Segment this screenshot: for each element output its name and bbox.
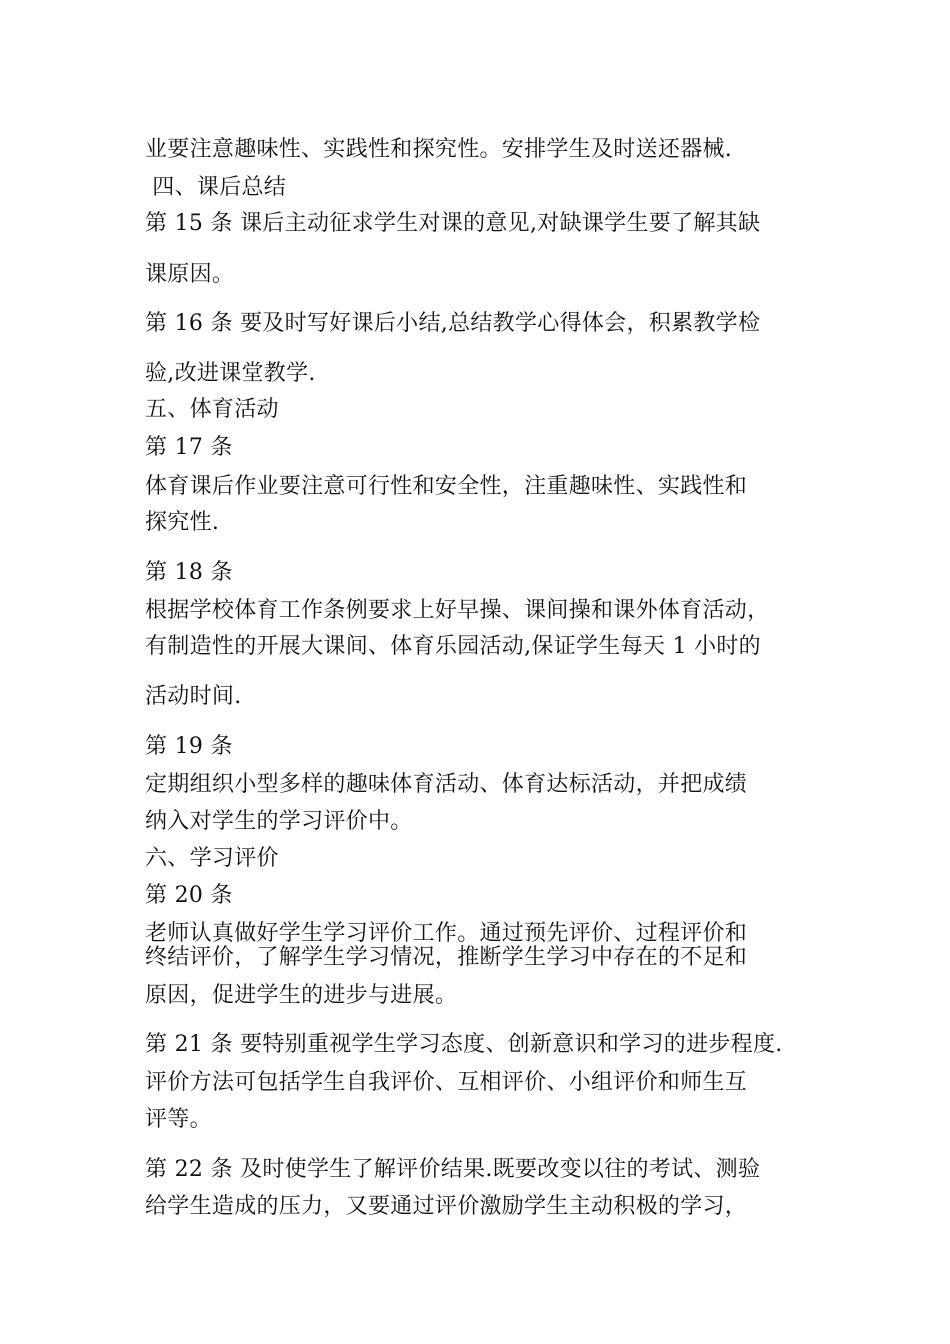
text-line: 老师认真做好学生学习评价工作。通过预先评价、过程评价和: [145, 921, 748, 946]
article-line: 第 15 条 课后主动征求学生对课的意见,对缺课学生要了解其缺: [145, 211, 761, 236]
text-line: 业要注意趣味性、实践性和探究性。安排学生及时送还器械.: [145, 137, 733, 162]
text-line: 评价方法可包括学生自我评价、互相评价、小组评价和师生互: [145, 1070, 748, 1095]
text-line: 有制造性的开展大课间、体育乐园活动,保证学生每天 1 小时的: [145, 634, 761, 659]
article-line: 第 22 条 及时使学生了解评价结果.既要改变以往的考试、测验: [145, 1157, 761, 1182]
text-line: 探究性.: [145, 510, 220, 535]
text-line: 根据学校体育工作条例要求上好早操、课间操和课外体育活动，: [145, 598, 770, 623]
text-line: 验,改进课堂教学.: [145, 361, 316, 386]
text-line: 定期组织小型多样的趣味体育活动、体育达标活动，并把成绩: [145, 772, 748, 797]
text-line: 活动时间.: [145, 684, 242, 709]
article-line: 第 16 条 要及时写好课后小结,总结教学心得体会，积累教学检: [145, 311, 761, 336]
article-number: 第 19 条: [145, 734, 233, 759]
article-number: 第 20 条: [145, 883, 233, 908]
text-line: 纳入对学生的学习评价中。: [145, 809, 413, 834]
article-number: 第 18 条: [145, 560, 233, 585]
section-heading: 四、课后总结: [145, 175, 287, 200]
text-line: 终结评价，了解学生学习情况，推断学生学习中存在的不足和: [145, 945, 748, 970]
text-line: 评等。: [145, 1107, 212, 1132]
text-line: 体育课后作业要注意可行性和安全性，注重趣味性、实践性和: [145, 474, 748, 499]
article-line: 第 21 条 要特别重视学生学习态度、创新意识和学习的进步程度.: [145, 1032, 783, 1057]
article-number: 第 17 条: [145, 435, 233, 460]
text-line: 课原因。: [145, 262, 235, 287]
section-heading: 六、学习评价: [145, 846, 279, 871]
section-heading: 五、体育活动: [145, 397, 279, 422]
text-line: 原因，促进学生的进步与进展。: [145, 983, 458, 1008]
text-line: 给学生造成的压力，又要通过评价激励学生主动积极的学习，: [145, 1194, 748, 1219]
